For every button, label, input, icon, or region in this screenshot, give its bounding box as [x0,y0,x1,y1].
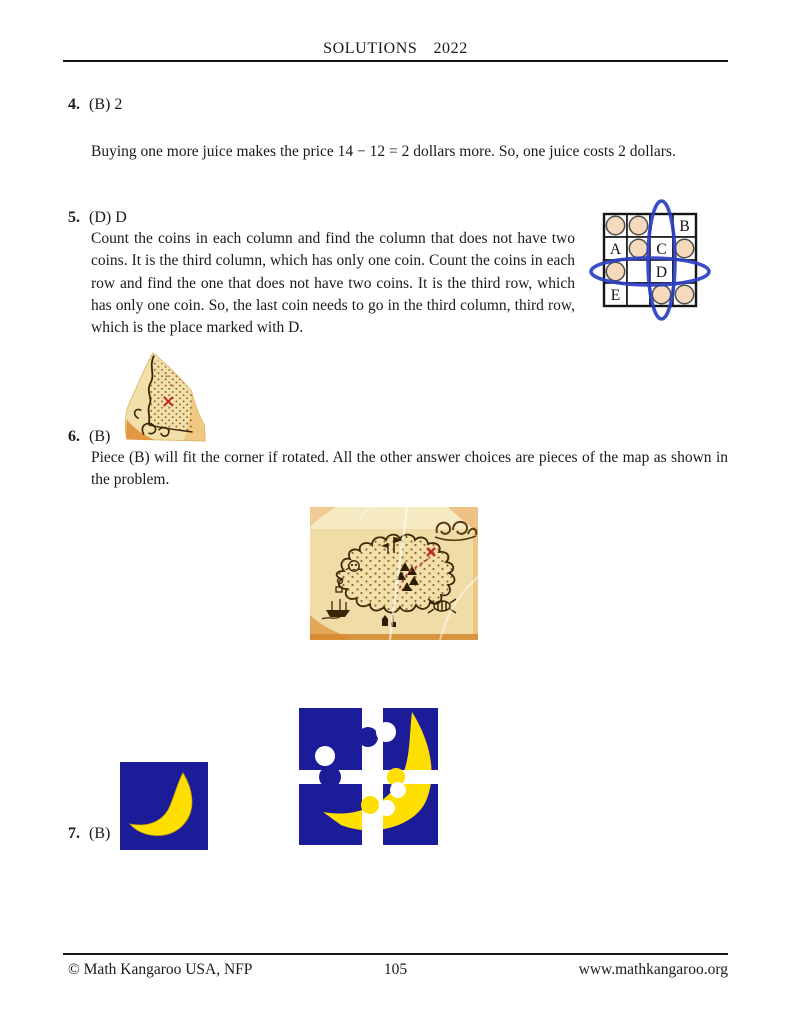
grid-letter: A [609,241,622,258]
grid-letter: B [679,218,690,235]
problem-6-answer: (B) [89,428,111,445]
problem-4-number: 4. [68,96,80,113]
footer-page-number: 105 [383,961,408,978]
problem-5-answer: (D) D [89,209,127,226]
grid-letter: E [610,287,621,304]
footer-rule [63,953,728,955]
coin-icon [606,262,624,280]
footer-copyright: © Math Kangaroo USA, NFP [68,961,253,978]
grid-letter: D [655,264,668,281]
problem-4-text: Buying one more juice makes the price 14 − 12 = 2 dollars more. So, one juice costs 2 dollars. [91,143,676,160]
map-piece-figure [117,348,207,444]
coin-icon [675,285,693,303]
coin-grid-figure [578,198,738,328]
coin-icon [629,216,647,234]
parchment-bottom-band [310,634,478,640]
coin-icon [629,239,647,257]
treasure-map-figure [310,507,478,640]
answer-b-square [120,762,208,850]
problem-4-label [68,96,122,114]
coin-icon [675,239,693,257]
problem-5-number: 5. [68,209,80,226]
problem-6-number: 6. [68,428,80,445]
problem-7-answer: (B) [89,825,111,842]
problem-4-answer: (B) 2 [89,96,123,113]
page-title [0,40,791,58]
footer-website: www.mathkangaroo.org [578,961,728,978]
puzzle-figure [299,708,438,845]
coin-icon [606,216,624,234]
red-dot [170,384,172,386]
grid-letter: C [656,241,667,258]
header-rule [63,60,728,62]
problem-6-label [68,428,110,446]
answer-b-figure [120,762,208,850]
problem-7-label [68,825,110,843]
problem-5-text: Count the coins in each column and find the column that does not have two coins. It is the third column, which has only one coin. Count the coins in each row and find the one that does not have two coins. It is the third row, which has only one coin. So, the last coin needs to go in the third column, third row, which is the place marked with D. [91,230,575,337]
red-dot [166,375,168,377]
title-word: SOLUTIONS [323,40,418,57]
problem-6-text: Piece (B) will fit the corner if rotated. All the other answer choices are pieces of the map as shown in the problem. [91,449,728,489]
problem-7-number: 7. [68,825,80,842]
title-year: 2022 [433,40,468,57]
problem-5-label [68,209,127,227]
coin-icon [652,285,670,303]
